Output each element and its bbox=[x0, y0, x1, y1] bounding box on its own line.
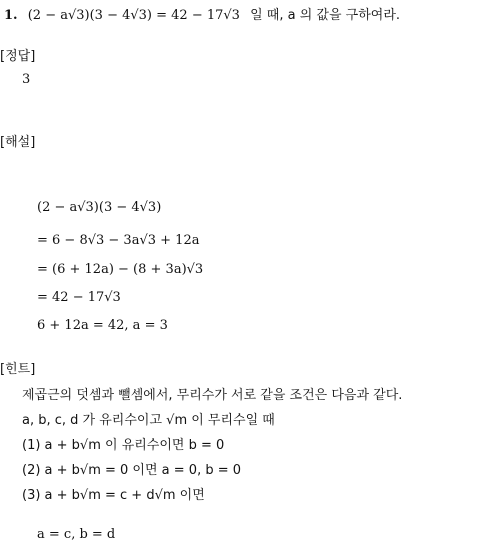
hint-line-6: a = c, b = d bbox=[37, 527, 116, 542]
hint-label: [힌트] bbox=[0, 362, 36, 377]
hint-line-5: (3) a + b√m = c + d√m 이면 bbox=[22, 488, 205, 503]
solution-line-2: = 6 − 8√3 − 3a√3 + 12a bbox=[37, 233, 200, 248]
hint-line-1: 제곱근의 덧셈과 뺄셈에서, 무리수가 서로 같을 조건은 다음과 같다. bbox=[22, 388, 403, 403]
solution-line-3: = (6 + 12a) − (8 + 3a)√3 bbox=[37, 262, 204, 277]
hint-line-4: (2) a + b√m = 0 이면 a = 0, b = 0 bbox=[22, 463, 242, 478]
solution-label: [해설] bbox=[0, 135, 36, 150]
problem-equation: (2 − a√3)(3 − 4√3) = 42 − 17√3 bbox=[27, 8, 240, 23]
answer-value: 3 bbox=[22, 72, 31, 87]
problem-line bbox=[4, 4, 400, 23]
problem-number: 1. bbox=[4, 8, 18, 23]
solution-line-5: 6 + 12a = 42, a = 3 bbox=[37, 318, 168, 333]
solution-line-1: (2 − a√3)(3 − 4√3) bbox=[37, 200, 162, 215]
answer-label: [정답] bbox=[0, 49, 36, 64]
problem-text: 일 때, a 의 값을 구하여라. bbox=[250, 8, 401, 23]
solution-line-4: = 42 − 17√3 bbox=[37, 290, 121, 305]
hint-line-3: (1) a + b√m 이 유리수이면 b = 0 bbox=[22, 438, 225, 453]
hint-line-2: a, b, c, d 가 유리수이고 √m 이 무리수일 때 bbox=[22, 413, 275, 428]
